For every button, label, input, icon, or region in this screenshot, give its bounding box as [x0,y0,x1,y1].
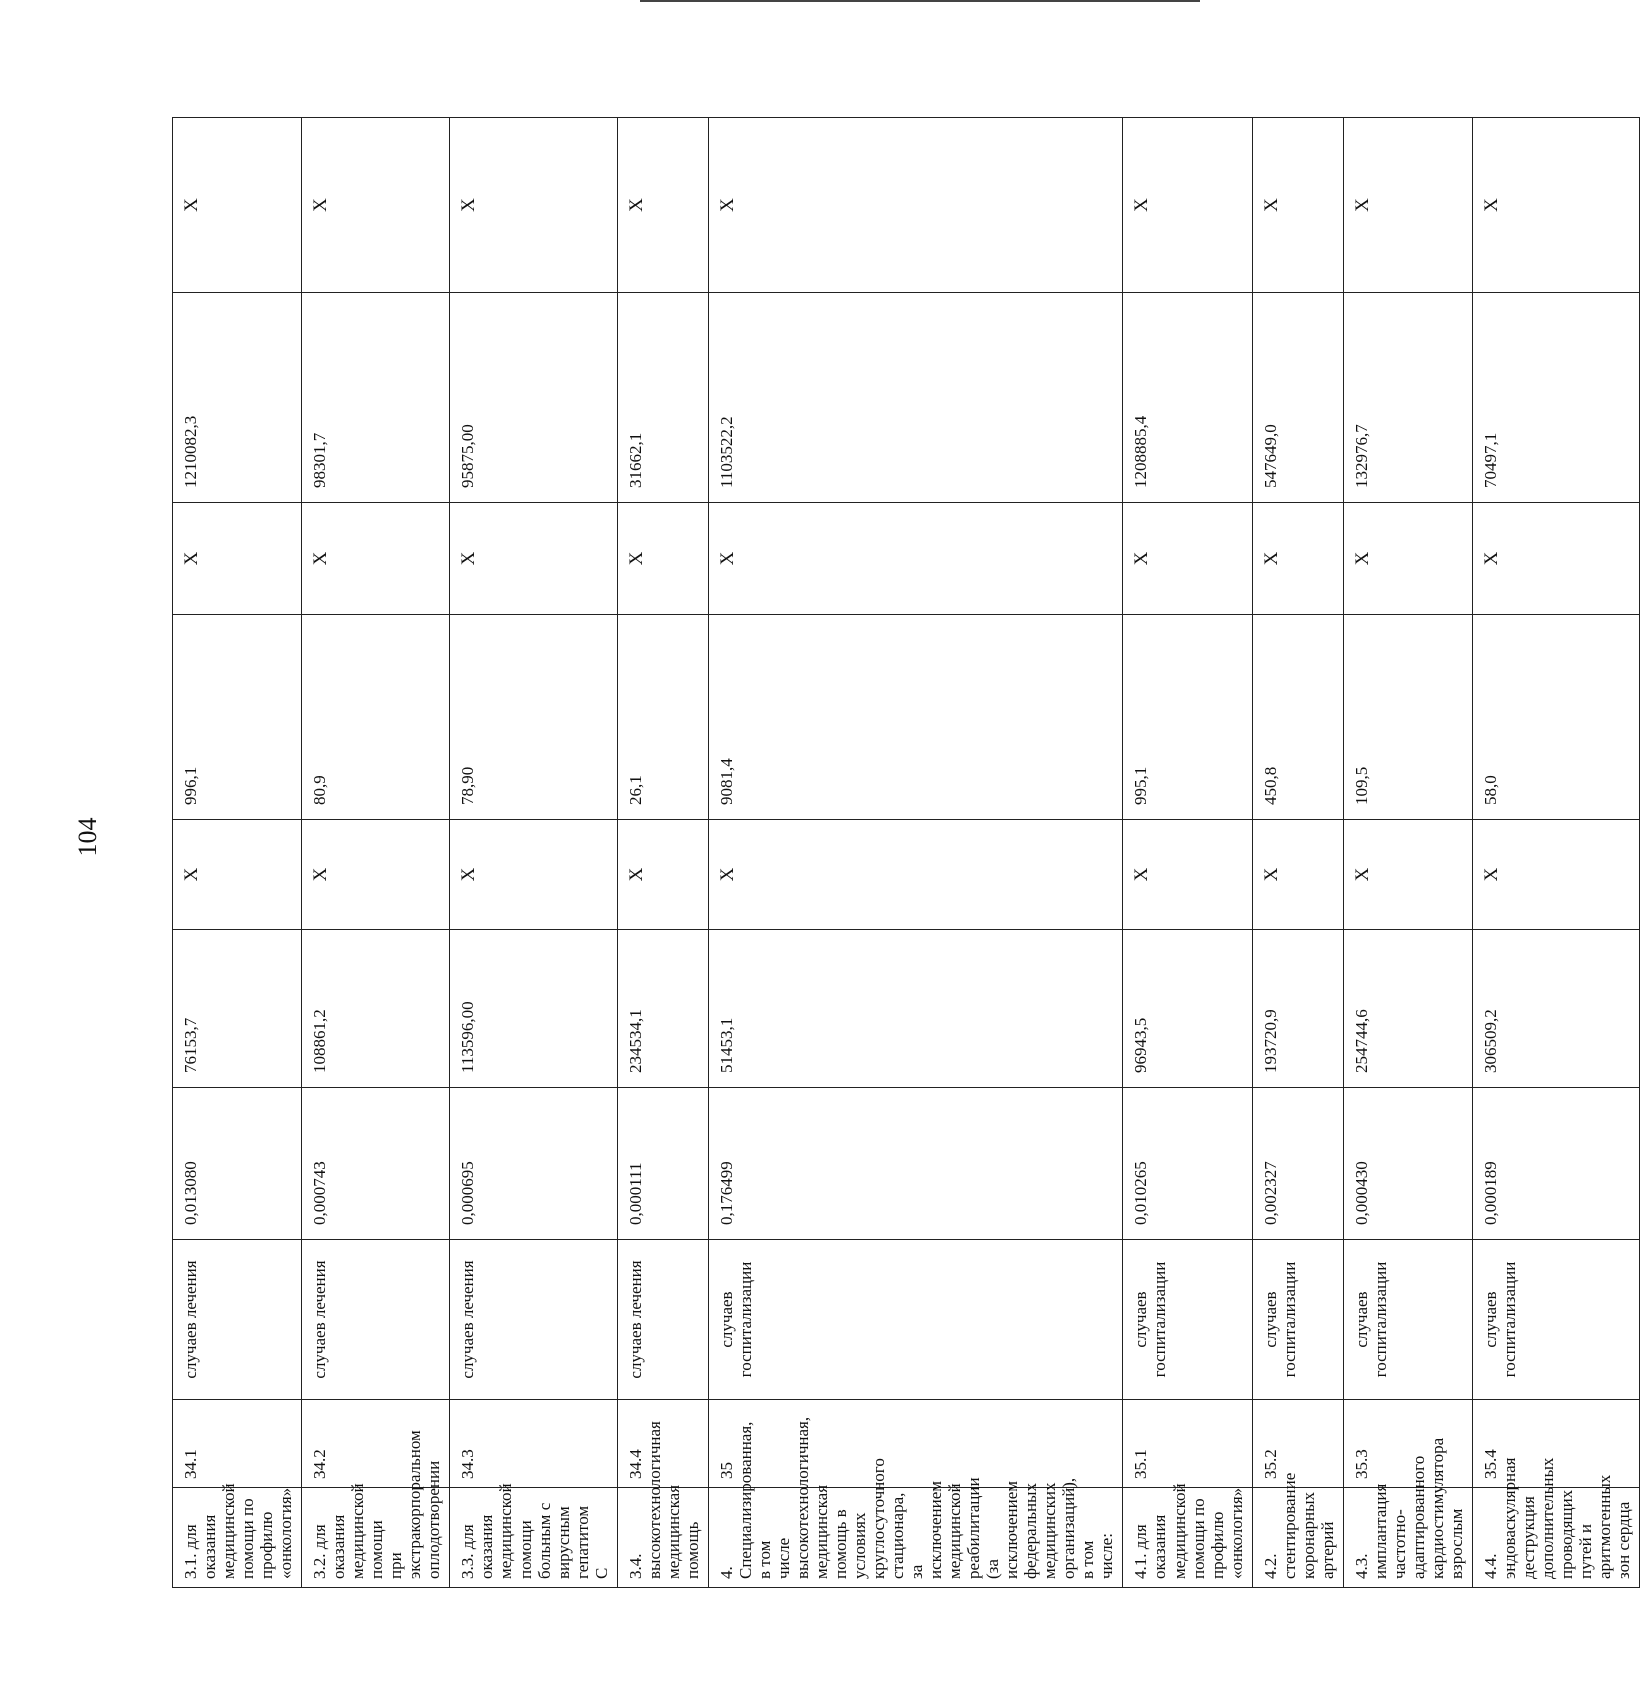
cell-row-no: 35.3 [1343,1400,1472,1488]
table-row [1472,118,1639,1588]
cell-x2: X [617,503,708,615]
cell-volume: 26,1 [617,615,708,820]
cell-unit: случаев госпитализации [1343,1240,1472,1400]
cell-volume: 80,9 [302,615,450,820]
cell-row-no: 35.1 [1123,1400,1252,1488]
cell-total: 95875,00 [450,293,617,503]
cell-x2: X [173,503,302,615]
cell-description: 4.2. стентирование коронарных артерий [1252,1488,1343,1588]
table-row [302,118,450,1588]
data-table [172,117,1640,1588]
page-number: 104 [73,817,102,857]
cell-total: 70497,1 [1472,293,1639,503]
cell-x1: X [1472,820,1639,930]
cell-x3: X [302,118,450,293]
cell-x3: X [450,118,617,293]
cell-total: 98301,7 [302,293,450,503]
cell-total: 1210082,3 [173,293,302,503]
cell-norm: 0,010265 [1123,1088,1252,1240]
cell-volume: 995,1 [1123,615,1252,820]
cell-cost: 254744,6 [1343,930,1472,1088]
cell-x1: X [1123,820,1252,930]
table-row [173,118,302,1588]
cell-row-no: 35.2 [1252,1400,1343,1488]
cell-row-no: 34.4 [617,1400,708,1488]
cell-x2: X [1123,503,1252,615]
cell-cost: 76153,7 [173,930,302,1088]
cell-x2: X [1252,503,1343,615]
cell-x2: X [1343,503,1472,615]
rotated-table-container [172,118,1634,1588]
table-row [450,118,617,1588]
cell-unit: случаев госпитализации [1123,1240,1252,1400]
cell-unit: случаев лечения [173,1240,302,1400]
cell-x2: X [708,503,1123,615]
cell-norm: 0,013080 [173,1088,302,1240]
cell-norm: 0,176499 [708,1088,1123,1240]
cell-cost: 113596,00 [450,930,617,1088]
cell-description: 3.1. для оказания медицинской помощи по профилю «онкология» [173,1488,302,1588]
cell-x1: X [617,820,708,930]
table-row [617,118,708,1588]
cell-volume: 996,1 [173,615,302,820]
cell-total: 31662,1 [617,293,708,503]
cell-cost: 234534,1 [617,930,708,1088]
cell-x1: X [708,820,1123,930]
cell-unit: случаев госпитализации [708,1240,1123,1400]
cell-x3: X [617,118,708,293]
table-body [173,118,1640,1588]
cell-cost: 108861,2 [302,930,450,1088]
cell-total: 1103522,2 [708,293,1123,503]
table-wrapper [172,118,1634,1588]
cell-x1: X [1343,820,1472,930]
cell-x1: X [1252,820,1343,930]
cell-x3: X [173,118,302,293]
cell-volume: 109,5 [1343,615,1472,820]
cell-total: 132976,7 [1343,293,1472,503]
cell-unit: случаев лечения [302,1240,450,1400]
cell-total: 547649,0 [1252,293,1343,503]
cell-x2: X [302,503,450,615]
cell-row-no: 34.1 [173,1400,302,1488]
cell-row-no: 35.4 [1472,1400,1639,1488]
cell-cost: 306509,2 [1472,930,1639,1088]
top-border-line [640,0,1200,2]
cell-norm: 0,000430 [1343,1088,1472,1240]
cell-description: 4.3. имплантация частотно-адаптированного кардиостимулятора взрослым [1343,1488,1472,1588]
cell-x2: X [1472,503,1639,615]
cell-description: 4.1. для оказания медицинской помощи по профилю «онкология» [1123,1488,1252,1588]
cell-row-no: 35 [708,1400,1123,1488]
cell-norm: 0,000189 [1472,1088,1639,1240]
cell-unit: случаев лечения [617,1240,708,1400]
table-row [1252,118,1343,1588]
cell-cost: 96943,5 [1123,930,1252,1088]
cell-cost: 193720,9 [1252,930,1343,1088]
cell-volume: 450,8 [1252,615,1343,820]
cell-x3: X [1123,118,1252,293]
cell-description: 3.3. для оказания медицинской помощи больным с вирусным гепатитом С [450,1488,617,1588]
cell-norm: 0,002327 [1252,1088,1343,1240]
table-row [708,118,1123,1588]
cell-norm: 0,000111 [617,1088,708,1240]
table-row [1343,118,1472,1588]
cell-description: 3.2. для оказания медицинской помощи при экстракорпоральном оплодотворении [302,1488,450,1588]
cell-unit: случаев госпитализации [1472,1240,1639,1400]
cell-unit: случаев госпитализации [1252,1240,1343,1400]
cell-x3: X [1343,118,1472,293]
cell-volume: 9081,4 [708,615,1123,820]
cell-x3: X [1472,118,1639,293]
cell-row-no: 34.3 [450,1400,617,1488]
cell-description: 3.4. высокотехнологичная медицинская помощь [617,1488,708,1588]
cell-total: 1208885,4 [1123,293,1252,503]
cell-x1: X [450,820,617,930]
cell-x2: X [450,503,617,615]
cell-volume: 78,90 [450,615,617,820]
cell-norm: 0,000695 [450,1088,617,1240]
cell-unit: случаев лечения [450,1240,617,1400]
cell-x3: X [1252,118,1343,293]
cell-row-no: 34.2 [302,1400,450,1488]
cell-x3: X [708,118,1123,293]
cell-x1: X [302,820,450,930]
cell-norm: 0,000743 [302,1088,450,1240]
cell-volume: 58,0 [1472,615,1639,820]
cell-x1: X [173,820,302,930]
cell-cost: 51453,1 [708,930,1123,1088]
table-row [1123,118,1252,1588]
cell-description: 4. Специализированная, в том числе высокотехнологичная, медицинская помощь в условиях круглосуточного стационара, за исключением медицинской реабилитации (за исключением федеральных медицинских организаций), в том числе: [708,1488,1123,1588]
cell-description: 4.4. эндоваскулярная деструкция дополнительных проводящих путей и аритмогенных зон сердца [1472,1488,1639,1588]
